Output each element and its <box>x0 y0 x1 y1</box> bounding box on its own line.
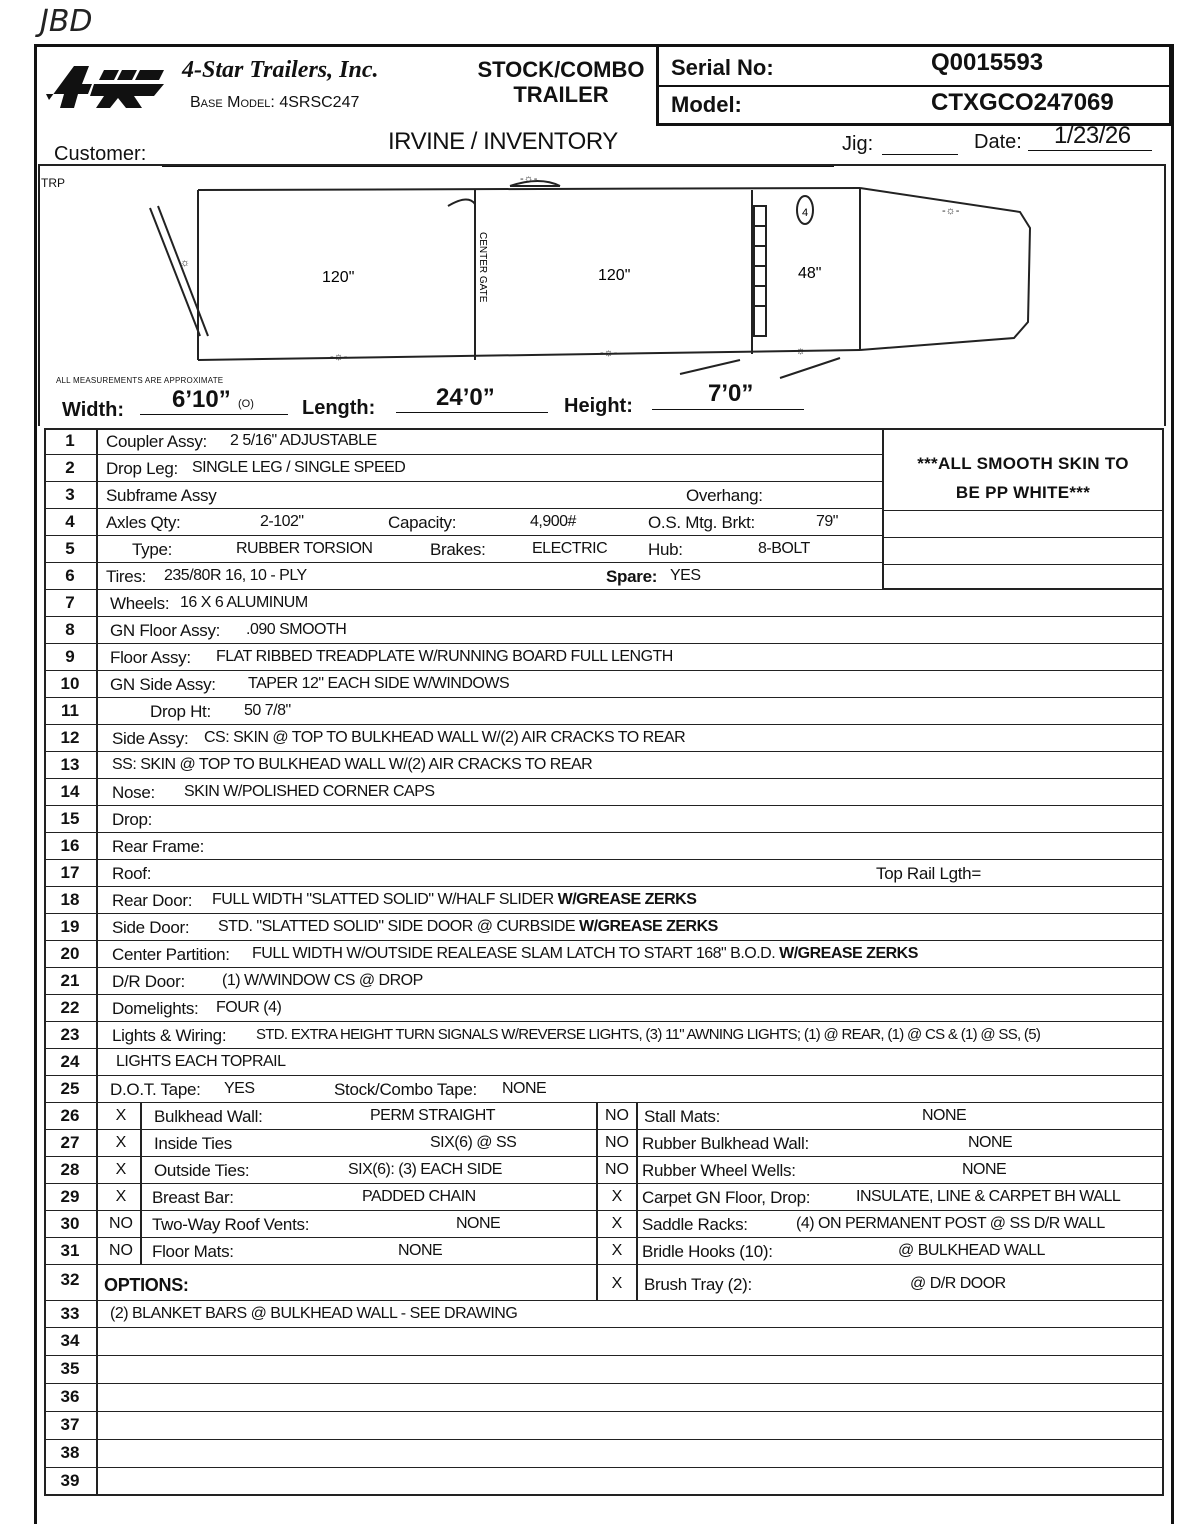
spec-row-12 <box>44 725 1164 752</box>
axle-type-value: RUBBER TORSION <box>236 540 373 557</box>
inside-ties-value: SIX(6) @ SS <box>430 1134 517 1151</box>
base-model-value: 4SRSC247 <box>279 94 360 111</box>
roof-vents-value: NONE <box>456 1215 501 1232</box>
saddle-racks-mark: X <box>611 1215 623 1232</box>
gn-floor-value: .090 SMOOTH <box>246 621 347 638</box>
document-title <box>466 57 656 107</box>
row-number: 36 <box>44 1384 98 1411</box>
inside-ties-label: Inside Ties <box>154 1134 232 1153</box>
bridle-hooks-label: Bridle Hooks (10): <box>642 1242 773 1261</box>
floor-mats-value: NONE <box>398 1242 443 1259</box>
brush-tray-value: @ D/R DOOR <box>910 1275 1006 1292</box>
wheels-value: 16 X 6 ALUMINUM <box>180 594 308 611</box>
checklist-divider-left <box>96 1103 98 1265</box>
axles-qty-label: Axles Qty: <box>106 513 181 532</box>
light-mark-2: -☼- <box>600 347 618 359</box>
spec-row-14 <box>44 779 1164 806</box>
date-value: 1/23/26 <box>1054 122 1131 149</box>
width-line <box>140 414 288 415</box>
breast-bar-mark: X <box>115 1188 127 1205</box>
drawing-corner-label: TRP <box>41 176 65 190</box>
document-title-line1: STOCK/COMBO <box>477 57 645 82</box>
rear-door-label: Rear Door: <box>112 891 193 910</box>
spec-row-39 <box>44 1468 1164 1496</box>
gn-side-value: TAPER 12" EACH SIDE W/WINDOWS <box>248 675 510 692</box>
section-dimension-1: 120" <box>322 269 355 286</box>
brush-tray-label: Brush Tray (2): <box>644 1275 752 1294</box>
carpet-gn-floor-mark: X <box>611 1188 623 1205</box>
domelights-value: FOUR (4) <box>216 999 282 1016</box>
height-label: Height: <box>564 395 633 417</box>
spec-row-20 <box>44 941 1164 968</box>
saddle-racks-label: Saddle Racks: <box>642 1215 748 1234</box>
side-assy-cs-value: CS: SKIN @ TOP TO BULKHEAD WALL W/(2) AIR CRACKS TO REAR <box>204 729 686 746</box>
row-number: 33 <box>44 1301 98 1327</box>
saddle-racks-value: (4) ON PERMANENT POST @ SS D/R WALL <box>796 1215 1105 1232</box>
base-model-label: Base Model: <box>190 94 275 111</box>
dot-tape-value: YES <box>224 1080 255 1097</box>
customer-value: IRVINE / INVENTORY <box>388 128 618 155</box>
light-mark-4: -☼- <box>942 205 960 217</box>
side-door-value <box>218 918 718 936</box>
spec-row-30 <box>44 1211 1164 1238</box>
row-number: 19 <box>44 914 98 940</box>
serial-label: Serial No: <box>671 55 774 80</box>
checklist-divider-middle <box>596 1103 598 1301</box>
row-number: 29 <box>44 1184 98 1210</box>
rear-door-value <box>212 891 696 909</box>
wheels-label: Wheels: <box>110 594 170 613</box>
lights-wiring-label: Lights & Wiring: <box>112 1026 227 1045</box>
hub-label: Hub: <box>648 540 683 559</box>
row-number: 4 <box>44 509 98 535</box>
spare-label: Spare: <box>606 567 658 586</box>
spec-row-27 <box>44 1130 1164 1157</box>
spec-row-7 <box>44 590 1164 617</box>
outside-ties-mark: X <box>115 1161 127 1178</box>
axle-type-label: Type: <box>132 540 173 559</box>
special-note-box <box>882 428 1164 590</box>
four-star-logo-icon <box>44 60 174 118</box>
serial-row <box>659 47 1169 87</box>
spec-row-10 <box>44 671 1164 698</box>
spec-row-28 <box>44 1157 1164 1184</box>
length-label: Length: <box>302 397 376 419</box>
os-mtg-brkt-value: 79" <box>816 513 838 530</box>
drop-leg-label: Drop Leg: <box>106 459 178 478</box>
stock-combo-tape-value: NONE <box>502 1080 547 1097</box>
row-number: 34 <box>44 1328 98 1355</box>
bridle-hooks-value: @ BULKHEAD WALL <box>898 1242 1045 1259</box>
stall-mats-value: NONE <box>922 1107 967 1124</box>
spare-value: YES <box>670 567 701 584</box>
width-label: Width: <box>62 399 125 421</box>
dot-tape-label: D.O.T. Tape: <box>110 1080 201 1099</box>
spec-row-36 <box>44 1384 1164 1412</box>
os-mtg-brkt-label: O.S. Mtg. Brkt: <box>648 513 755 532</box>
model-label: Model: <box>671 92 742 117</box>
light-mark-1: -☼- <box>330 351 348 363</box>
row-number: 21 <box>44 968 98 994</box>
spec-row-13 <box>44 752 1164 779</box>
center-partition-label: Center Partition: <box>112 945 230 964</box>
coupler-value: 2 5/16" ADJUSTABLE <box>230 432 377 449</box>
options-label: OPTIONS: <box>104 1275 189 1295</box>
center-partition-desc: FULL WIDTH W/OUTSIDE REALEASE SLAM LATCH TO START 168" B.O.D. <box>252 945 776 962</box>
roof-vents-label: Two-Way Roof Vents: <box>152 1215 310 1234</box>
serial-model-box <box>656 44 1172 126</box>
spec-row-38 <box>44 1440 1164 1468</box>
rear-door-desc: FULL WIDTH "SLATTED SOLID" W/HALF SLIDER <box>212 891 554 908</box>
overhang-label: Overhang: <box>686 486 763 505</box>
row-number: 24 <box>44 1049 98 1075</box>
row-number: 26 <box>44 1103 98 1129</box>
row-number: 28 <box>44 1157 98 1183</box>
lights-wiring-value: STD. EXTRA HEIGHT TURN SIGNALS W/REVERSE LIGHTS, (3) 11" AWNING LIGHTS; (1) @ REAR, (1) @ CS & (1) @ SS, (5) <box>256 1026 1041 1043</box>
row-number: 12 <box>44 725 98 751</box>
row-number: 14 <box>44 779 98 805</box>
customer-label: Customer: <box>54 143 147 165</box>
spec-row-33 <box>44 1301 1164 1328</box>
domelights-label: Domelights: <box>112 999 199 1018</box>
special-note-line2: BE PP WHITE*** <box>955 483 1091 502</box>
special-note-line1: ***ALL SMOOTH SKIN TO <box>917 454 1129 473</box>
bridle-hooks-mark: X <box>611 1242 623 1259</box>
height-line <box>652 409 804 410</box>
rubber-bulkhead-label: Rubber Bulkhead Wall: <box>642 1134 809 1153</box>
row-number: 35 <box>44 1356 98 1383</box>
spec-row-19 <box>44 914 1164 941</box>
row-number: 38 <box>44 1440 98 1467</box>
spec-row-29 <box>44 1184 1164 1211</box>
model-value: CTXGCO247069 <box>931 89 1114 116</box>
light-mark-6: ☼ <box>180 257 191 269</box>
subframe-label: Subframe Assy <box>106 486 217 505</box>
center-partition-value <box>252 945 918 963</box>
row-number: 39 <box>44 1468 98 1494</box>
hub-value: 8-BOLT <box>758 540 810 557</box>
spec-row-31 <box>44 1238 1164 1265</box>
section-dimension-2: 120" <box>598 267 631 284</box>
side-door-grease: W/GREASE ZERKS <box>579 918 718 935</box>
note-rule-3 <box>884 564 1162 565</box>
spec-row-34 <box>44 1328 1164 1356</box>
base-model-line <box>190 94 359 112</box>
carpet-gn-floor-value: INSULATE, LINE & CARPET BH WALL <box>856 1188 1121 1205</box>
row-number: 25 <box>44 1076 98 1102</box>
drop-ht-label: Drop Ht: <box>150 702 211 721</box>
rubber-bulkhead-value: NONE <box>968 1134 1013 1151</box>
rubber-wheel-wells-label: Rubber Wheel Wells: <box>642 1161 796 1180</box>
rear-door-grease: W/GREASE ZERKS <box>557 891 697 908</box>
length-line <box>396 412 548 413</box>
roof-vents-mark: NO <box>109 1215 133 1232</box>
breast-bar-label: Breast Bar: <box>152 1188 234 1207</box>
rear-frame-label: Rear Frame: <box>112 837 205 856</box>
roof-label: Roof: <box>112 864 152 883</box>
spec-row-32 <box>44 1265 1164 1301</box>
spec-row-17 <box>44 860 1164 887</box>
floor-mats-label: Floor Mats: <box>152 1242 234 1261</box>
row-number: 11 <box>44 698 98 724</box>
spec-row-16 <box>44 833 1164 860</box>
dr-door-value: (1) W/WINDOW CS @ DROP <box>222 972 423 989</box>
rubber-bulkhead-mark: NO <box>605 1134 629 1151</box>
spec-row-23 <box>44 1022 1164 1049</box>
center-gate-label: CENTER GATE <box>477 232 488 303</box>
model-row <box>659 87 1169 125</box>
measurement-note: ALL MEASUREMENTS ARE APPROXIMATE <box>56 376 224 385</box>
spec-row-9 <box>44 644 1164 671</box>
checklist-divider-mark1 <box>140 1103 142 1265</box>
note-rule-2 <box>884 537 1162 538</box>
coupler-label: Coupler Assy: <box>106 432 207 451</box>
light-mark-5: -☼- <box>520 173 538 185</box>
tires-label: Tires: <box>106 567 147 586</box>
gn-floor-label: GN Floor Assy: <box>110 621 221 640</box>
rubber-wheel-wells-value: NONE <box>962 1161 1007 1178</box>
row-number: 23 <box>44 1022 98 1048</box>
stall-mats-label: Stall Mats: <box>644 1107 721 1126</box>
spec-row-35 <box>44 1356 1164 1384</box>
light-mark-3: -☼- <box>792 345 810 357</box>
outside-ties-label: Outside Ties: <box>154 1161 250 1180</box>
row-number: 1 <box>44 428 98 454</box>
row-number: 8 <box>44 617 98 643</box>
bulkhead-wall-mark: X <box>115 1107 127 1124</box>
row-number: 37 <box>44 1412 98 1439</box>
serial-value: Q0015593 <box>931 49 1044 76</box>
document-title-line2: TRAILER <box>513 82 609 107</box>
side-assy-ss-value: SS: SKIN @ TOP TO BULKHEAD WALL W/(2) AIR CRACKS TO REAR <box>112 756 593 773</box>
rubber-wheel-wells-mark: NO <box>605 1161 629 1178</box>
side-door-desc: STD. "SLATTED SOLID" SIDE DOOR @ CURBSIDE <box>218 918 576 935</box>
spec-row-11 <box>44 698 1164 725</box>
spec-row-22 <box>44 995 1164 1022</box>
side-assy-label: Side Assy: <box>112 729 189 748</box>
capacity-value: 4,900# <box>530 513 576 530</box>
drop-ht-value: 50 7/8" <box>244 702 291 719</box>
breast-bar-value: PADDED CHAIN <box>362 1188 476 1205</box>
row-number: 10 <box>44 671 98 697</box>
top-rail-label: Top Rail Lgth= <box>876 864 981 883</box>
jig-label: Jig: <box>842 133 874 155</box>
trailer-diagram <box>40 166 1140 386</box>
width-suffix: (O) <box>238 398 254 410</box>
row-number: 18 <box>44 887 98 913</box>
spec-row-26 <box>44 1103 1164 1130</box>
jig-line <box>882 154 958 155</box>
row-number: 32 <box>44 1265 98 1300</box>
center-partition-grease: W/GREASE ZERKS <box>779 945 918 962</box>
row-number: 22 <box>44 995 98 1021</box>
axles-qty-value: 2-102" <box>260 513 304 530</box>
drop-label: Drop: <box>112 810 153 829</box>
row-number: 6 <box>44 563 98 589</box>
row-number: 15 <box>44 806 98 832</box>
row-number: 2 <box>44 455 98 481</box>
bulkhead-wall-label: Bulkhead Wall: <box>154 1107 263 1126</box>
nose-label: Nose: <box>112 783 155 802</box>
gn-side-label: GN Side Assy: <box>110 675 216 694</box>
spec-row-24 <box>44 1049 1164 1076</box>
inside-ties-mark: X <box>115 1134 127 1151</box>
checklist-divider-mark2 <box>636 1103 638 1301</box>
row-number: 31 <box>44 1238 98 1264</box>
handwritten-initials: JBD <box>40 4 93 39</box>
row-number: 3 <box>44 482 98 508</box>
section-dimension-3: 48" <box>798 265 822 282</box>
row-number: 27 <box>44 1130 98 1156</box>
spec-row-18 <box>44 887 1164 914</box>
row-number: 20 <box>44 941 98 967</box>
circle-mark: 4 <box>802 207 809 219</box>
bulkhead-wall-value: PERM STRAIGHT <box>370 1107 496 1124</box>
row-number: 7 <box>44 590 98 616</box>
brush-tray-mark: X <box>611 1275 623 1292</box>
floor-assy-label: Floor Assy: <box>110 648 191 667</box>
options-value: (2) BLANKET BARS @ BULKHEAD WALL - SEE DRAWING <box>110 1305 518 1322</box>
brakes-label: Brakes: <box>430 540 486 559</box>
width-value: 6’10” <box>172 386 231 413</box>
tires-value: 235/80R 16, 10 - PLY <box>164 567 307 584</box>
lights-wiring-value-cont: LIGHTS EACH TOPRAIL <box>116 1053 286 1070</box>
nose-value: SKIN W/POLISHED CORNER CAPS <box>184 783 435 800</box>
brakes-value: ELECTRIC <box>532 540 608 557</box>
spec-row-21 <box>44 968 1164 995</box>
row-number: 9 <box>44 644 98 670</box>
spec-row-8 <box>44 617 1164 644</box>
outside-ties-value: SIX(6): (3) EACH SIDE <box>348 1161 502 1178</box>
company-name: 4-Star Trailers, Inc. <box>182 57 379 83</box>
stall-mats-mark: NO <box>605 1107 629 1124</box>
row-number: 5 <box>44 536 98 562</box>
row-number: 16 <box>44 833 98 859</box>
date-line <box>1028 150 1152 151</box>
note-rule-1 <box>884 510 1162 511</box>
spec-row-37 <box>44 1412 1164 1440</box>
spec-row-15 <box>44 806 1164 833</box>
height-value: 7’0” <box>708 380 754 407</box>
stock-combo-tape-label: Stock/Combo Tape: <box>334 1080 477 1099</box>
date-label: Date: <box>974 131 1022 153</box>
capacity-label: Capacity: <box>388 513 457 532</box>
spec-row-25 <box>44 1076 1164 1103</box>
dr-door-label: D/R Door: <box>112 972 185 991</box>
row-number: 30 <box>44 1211 98 1237</box>
floor-mats-mark: NO <box>109 1242 133 1259</box>
side-door-label: Side Door: <box>112 918 190 937</box>
length-value: 24’0” <box>436 384 495 411</box>
carpet-gn-floor-label: Carpet GN Floor, Drop: <box>642 1188 811 1207</box>
floor-assy-value: FLAT RIBBED TREADPLATE W/RUNNING BOARD FULL LENGTH <box>216 648 673 665</box>
row-number: 17 <box>44 860 98 886</box>
row-number: 13 <box>44 752 98 778</box>
drop-leg-value: SINGLE LEG / SINGLE SPEED <box>192 459 406 476</box>
